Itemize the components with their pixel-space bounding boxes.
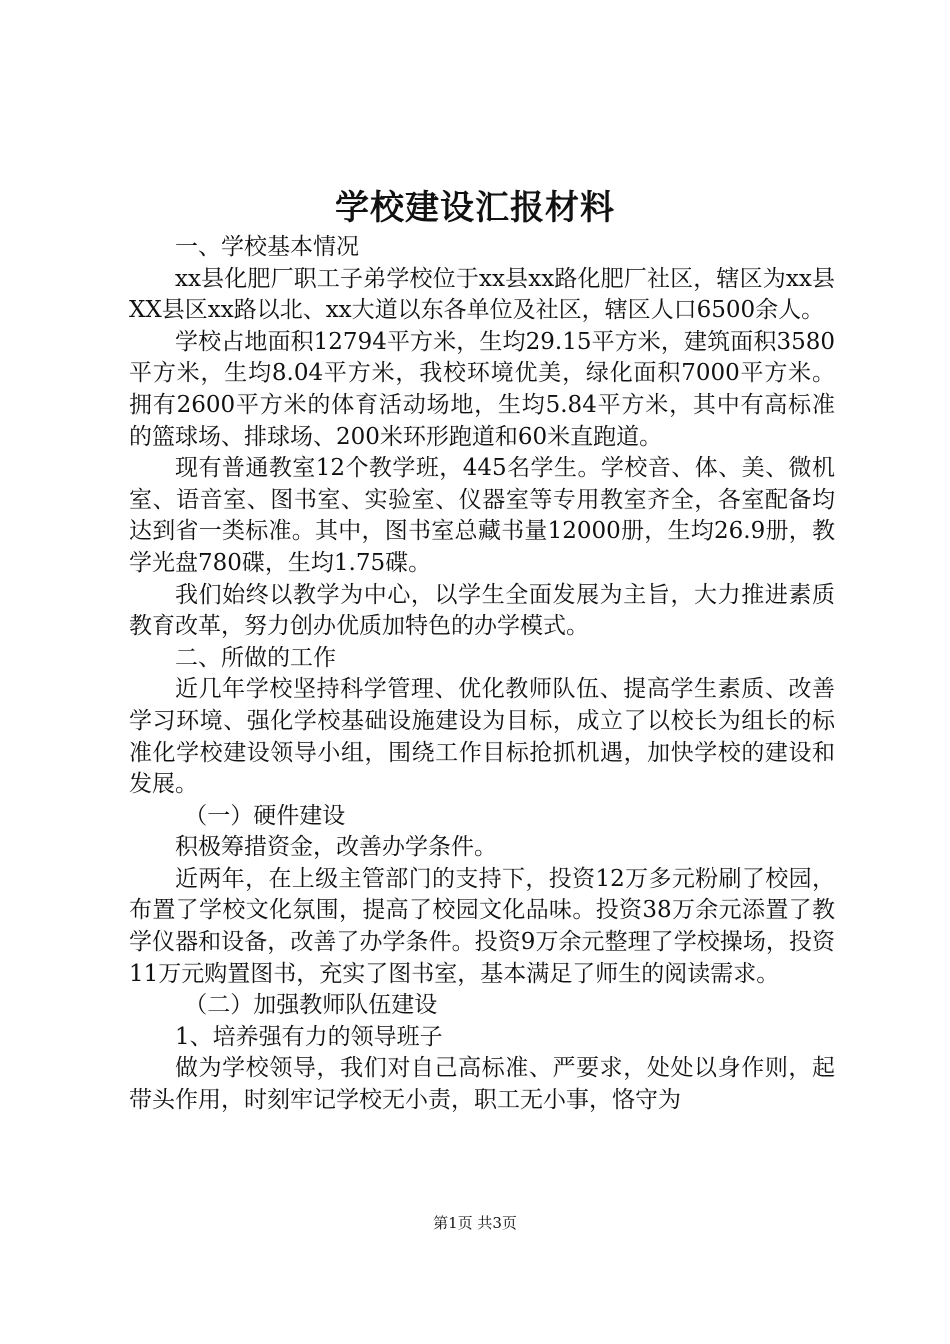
paragraph: 我们始终以教学为中心，以学生全面发展为主旨，大力推进素质教育改革，努力创办优质加特色的办学模式。 xyxy=(129,581,835,640)
paragraph: 1、培养强有力的领导班子 xyxy=(175,1023,443,1050)
paragraph: 学校占地面积12794平方米，生均29.15平方米，建筑面积3580平方米，生均8.04平方米，我校环境优美，绿化面积7000平方米。拥有2600平方米的体育活动场地，生均5.84平方米，其中有高标准的篮球场、排球场、200米环形跑道和60米直跑道。 xyxy=(129,328,835,450)
document-body xyxy=(129,232,835,1117)
document-title: 学校建设汇报材料 xyxy=(335,188,615,228)
paragraph: 做为学校领导，我们对自己高标准、严要求，处处以身作则，起带头作用，时刻牢记学校无小责，职工无小事，恪守为 xyxy=(129,1055,835,1114)
paragraph: 积极筹措资金，改善办学条件。 xyxy=(175,834,497,861)
section-heading: 二、所做的工作 xyxy=(175,644,336,671)
paragraph: 近几年学校坚持科学管理、优化教师队伍、提高学生素质、改善学习环境、强化学校基础设施建设为目标，成立了以校长为组长的标准化学校建设领导小组，围绕工作目标抢抓机遇，加快学校的建设和发展。 xyxy=(129,676,835,798)
subsection-heading: （二）加强教师队伍建设 xyxy=(184,992,438,1019)
subsection-heading: （一）硬件建设 xyxy=(184,802,346,829)
paragraph: xx县化肥厂职工子弟学校位于xx县xx路化肥厂社区，辖区为xx县XX县区xx路以北、xx大道以东各单位及社区，辖区人口6500余人。 xyxy=(129,265,835,324)
page-number-footer: 第1页 共3页 xyxy=(433,1214,517,1232)
paragraph: 近两年，在上级主管部门的支持下，投资12万多元粉刷了校园，布置了学校文化氛围，提高了校园文化品味。投资38万余元添置了教学仪器和设备，改善了办学条件。投资9万余元整理了学校操场，投资11万元购置图书，充实了图书室，基本满足了师生的阅读需求。 xyxy=(129,865,835,987)
section-heading: 一、学校基本情况 xyxy=(175,234,359,260)
paragraph: 现有普通教室12个教学班，445名学生。学校音、体、美、微机室、语音室、图书室、实验室、仪器室等专用教室齐全，各室配备均达到省一类标准。其中，图书室总藏书量12000册，生均26.9册，教学光盘780碟，生均1.75碟。 xyxy=(129,455,835,576)
